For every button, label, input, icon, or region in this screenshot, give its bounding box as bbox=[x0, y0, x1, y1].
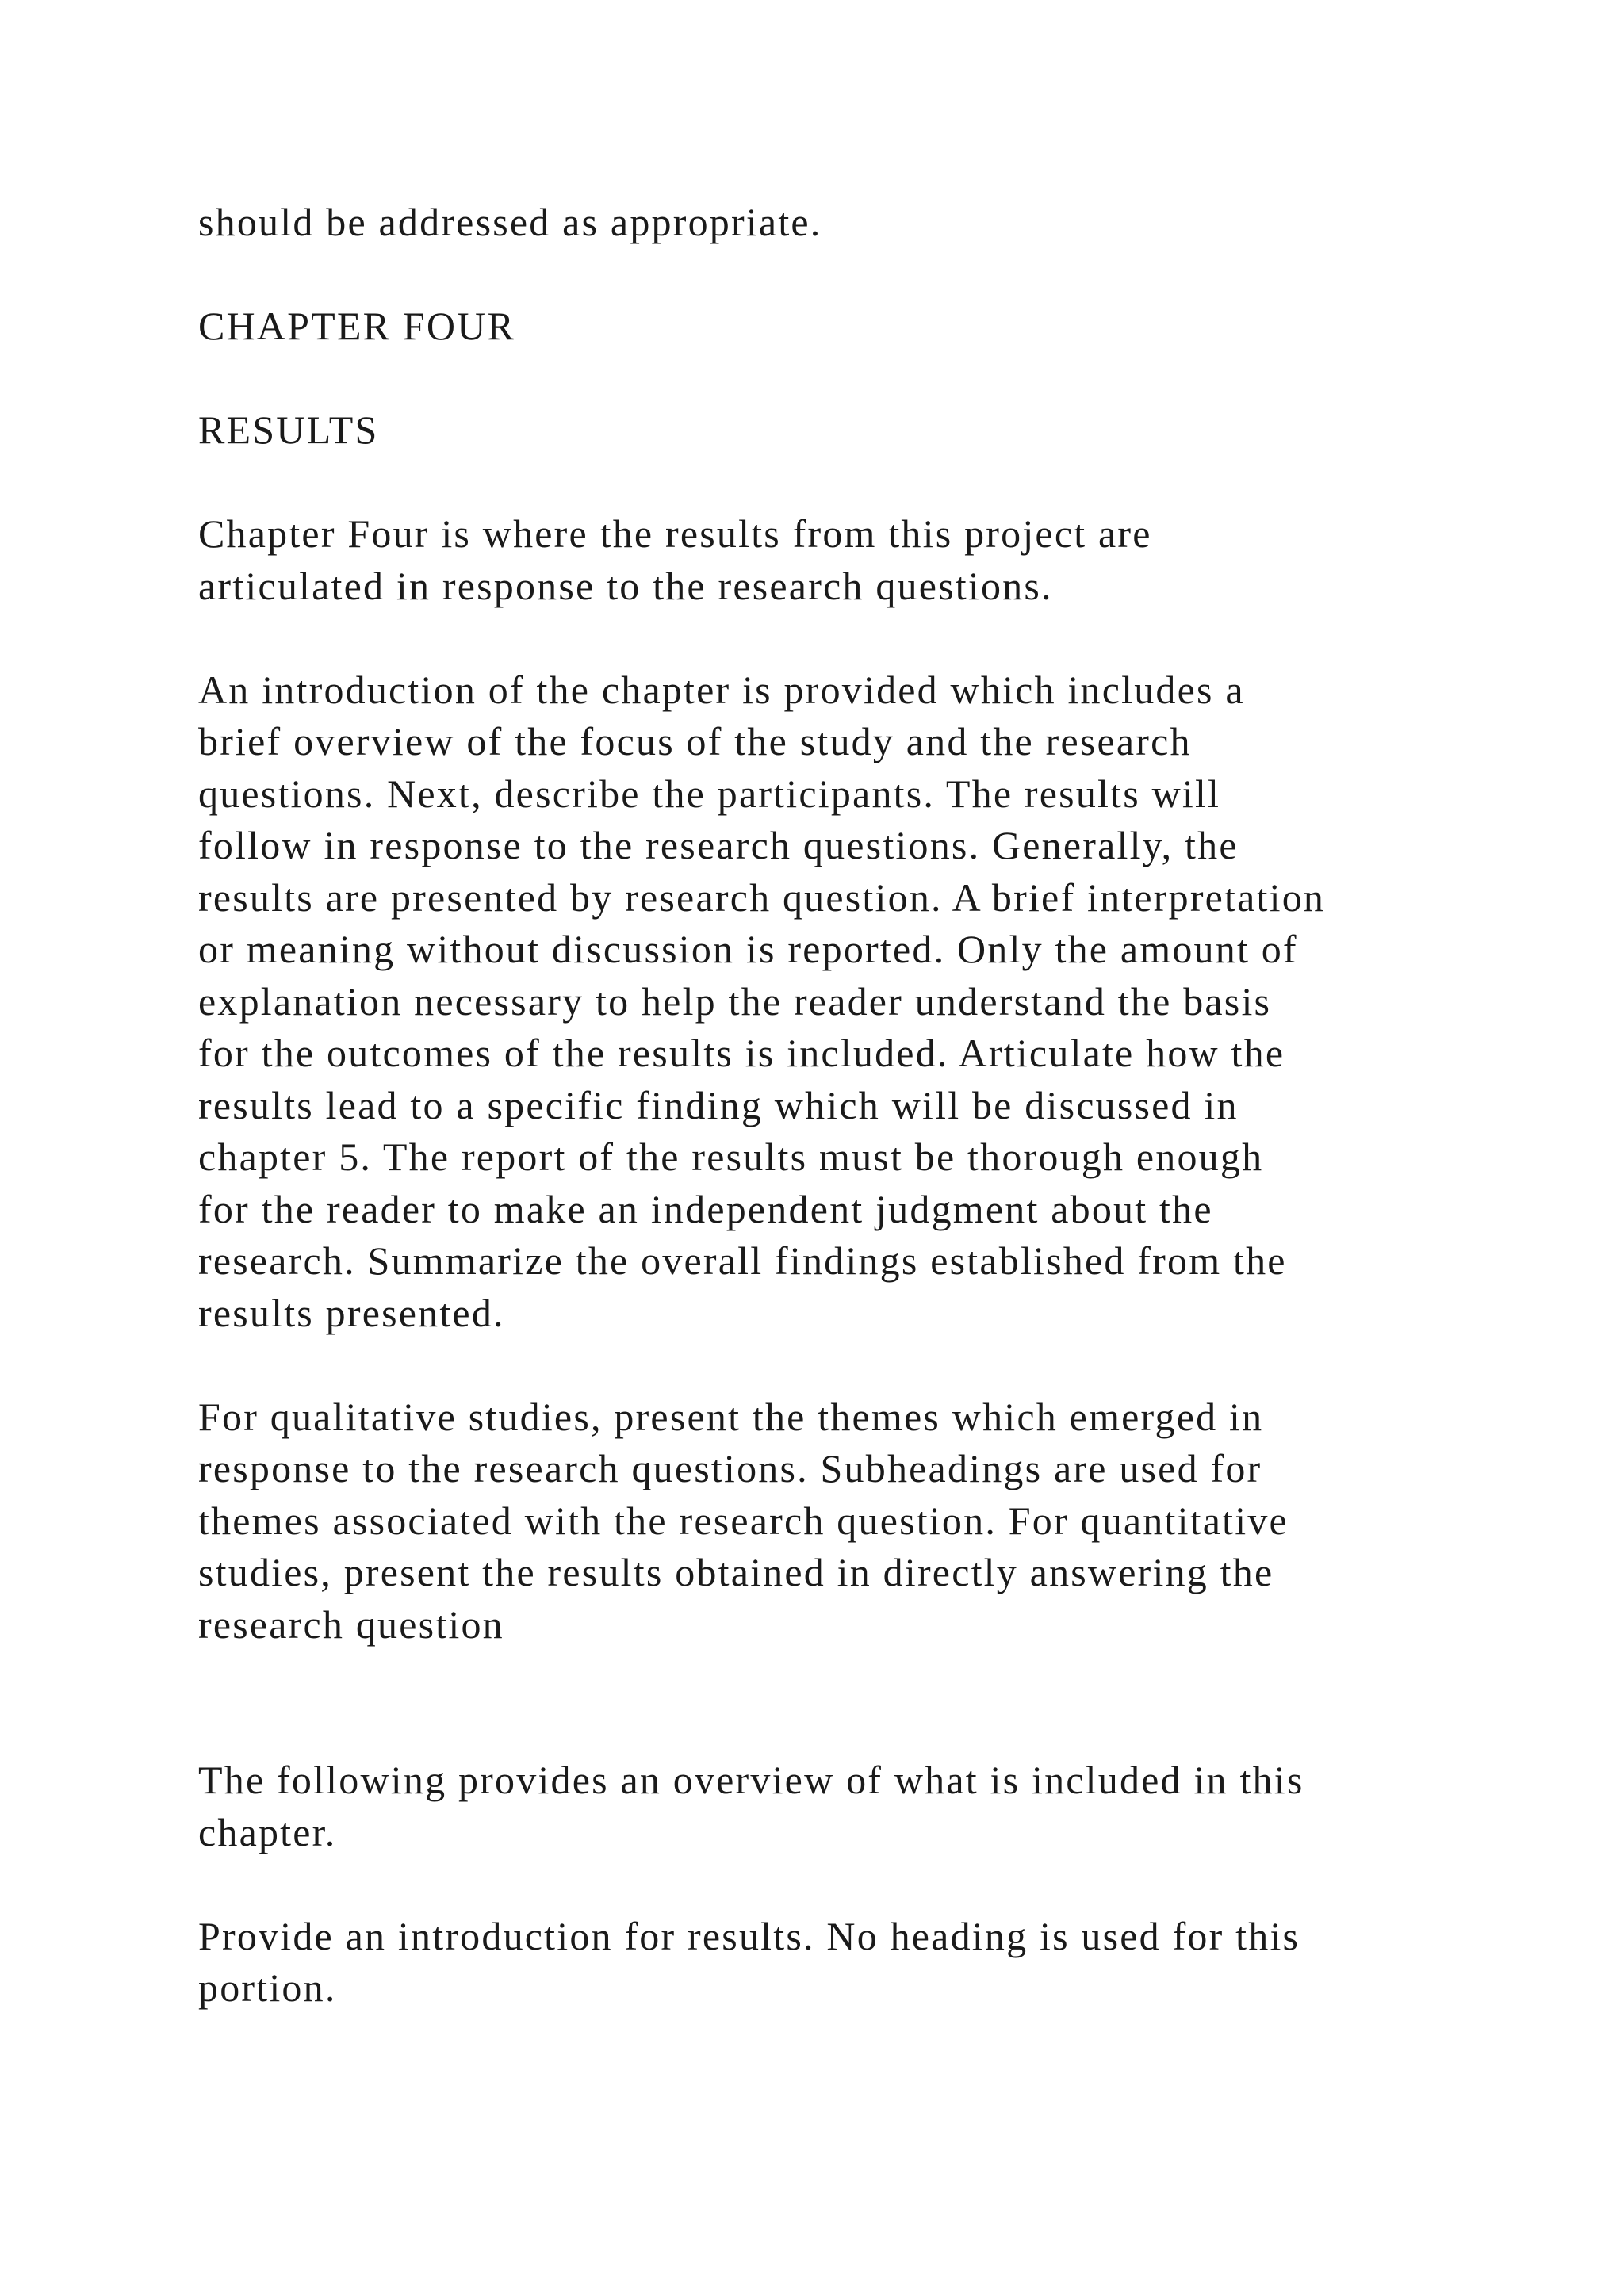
chapter-heading: CHAPTER FOUR bbox=[198, 304, 516, 348]
paragraph-study-types: For qualitative studies, present the themes which emerged in response to the research questions. Subheadings are used for themes associated with the research question. For quantitative studies, present the results obtained in directly answering the research question bbox=[198, 1394, 1289, 1647]
paragraph-introduction-guidance: An introduction of the chapter is provided which includes a brief overview of the focus of the study and the research questions. Next, describe the participants. The results will follow in response to the research questions. Generally, the results are presented by research question. A brief interpretation or meaning without discussion is reported. Only the amount of explanation necessary to help the reader understand the basis for the outcomes of the results is included. Articulate how the results lead to a specific finding which will be discussed in chapter 5. The report of the results must be thorough enough for the reader to make an independent judgment about the research. Summarize the overall findings established from the results presented. bbox=[198, 667, 1326, 1335]
paragraph-continuation: should be addressed as appropriate. bbox=[198, 200, 822, 244]
chapter-title: RESULTS bbox=[198, 408, 379, 452]
paragraph-overview: The following provides an overview of what is included in this chapter. bbox=[198, 1758, 1304, 1854]
paragraph-results-intro: Provide an introduction for results. No heading is used for this portion. bbox=[198, 1913, 1300, 2010]
paragraph-chapter-purpose: Chapter Four is where the results from this project are articulated in response to the research questions. bbox=[198, 511, 1152, 608]
document-body bbox=[198, 197, 1483, 2066]
